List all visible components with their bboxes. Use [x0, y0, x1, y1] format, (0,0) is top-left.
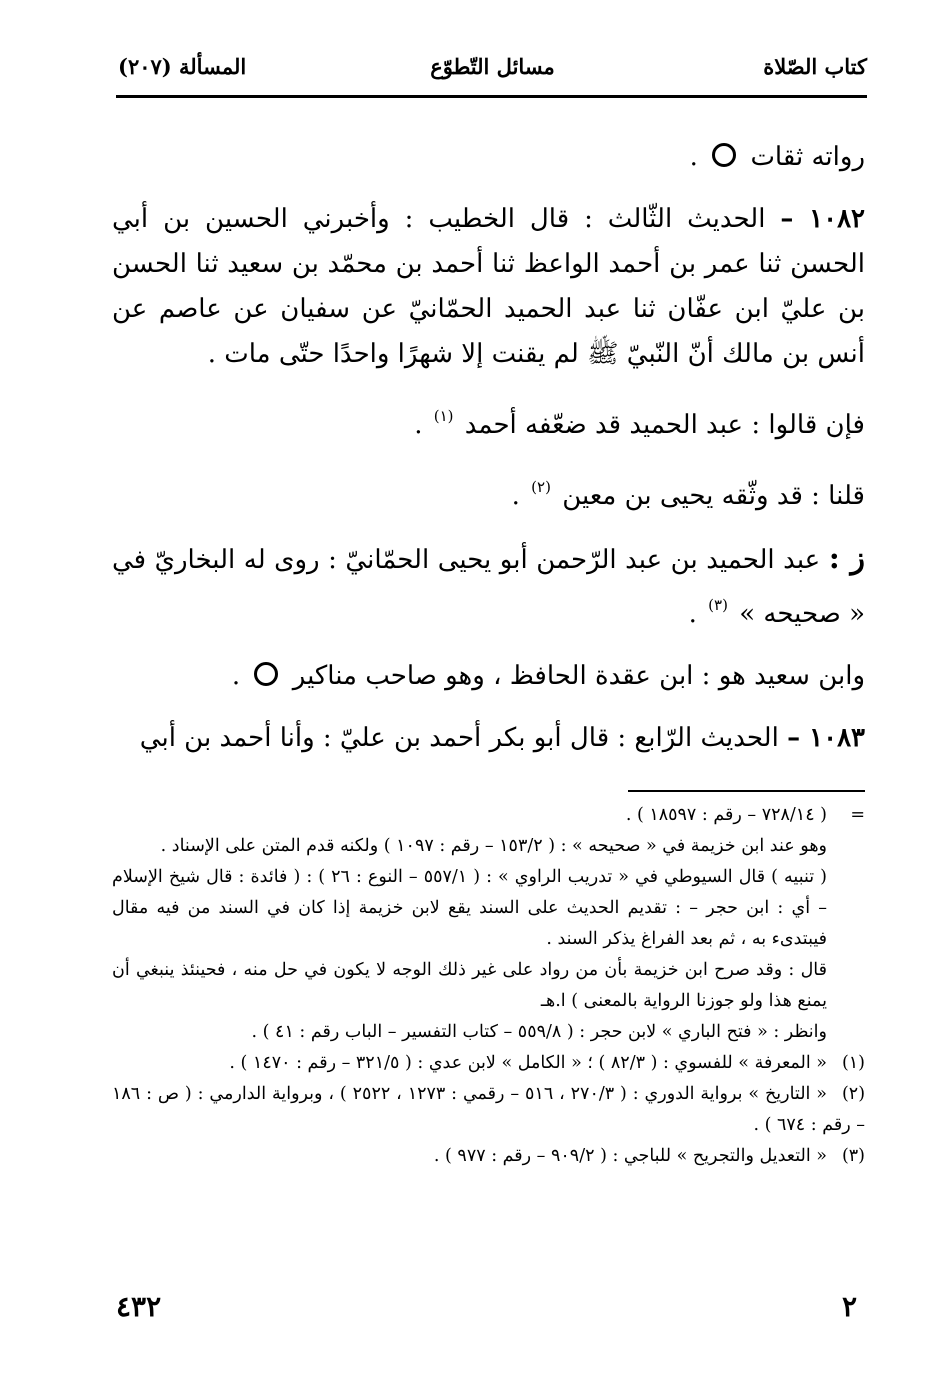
paragraph-hadith-1082 [112, 197, 865, 377]
footnote-label: (٣) [841, 1146, 865, 1166]
footnote-label: (١) [841, 1053, 865, 1073]
paragraph-narrators: رواته ثقات . [689, 142, 865, 172]
addition-mark: ز : [828, 541, 866, 576]
circle-end-mark-icon [254, 662, 278, 686]
paragraph-addition: ز : عبد الحميد بن عبد الرّحمن أبو يحيى الحمّانيّ : روى له البخاريّ في « صحيحه » $^{(٣)}$ . [112, 541, 866, 629]
footnote-continuation: وهو عند ابن خزيمة في « صحيحه » : ( ١٥٣/٢ – رقم : ١٠٩٧ ) ولكنه قدم المتن على الإسناد . [160, 836, 827, 856]
footnote-2: (٢)« التاريخ » برواية الدوري : ( ٢٧٠/٣ ، ٥١٦ – رقمي : ١٢٧٣ ، ٢٥٢٢ ) ، وبرواية الدارمي : ( ص : ١٨٦ – رقم : ٦٧٤ ) . [112, 1079, 865, 1141]
continuation-mark: = [850, 805, 865, 825]
footnotes [112, 800, 865, 1172]
header-chapter-title: مسائل التّطوّع [430, 54, 555, 79]
footnote-ref: (٣) [708, 596, 728, 614]
header-rule [116, 95, 867, 98]
paragraph-hadith-1083: ١٠٨٣ – الحديث الرّابع : قال أبو بكر أحمد بن عليّ : وأنا أحمد بن أبي [139, 723, 865, 753]
paragraph-reply: قلنا : قد وثّقه يحيى بن معين $^{(٢)}$ . [511, 478, 865, 511]
footnote-continuation: قال : وقد صرح ابن خزيمة بأن من رواد على غير ذلك الوجه لا يكون في حل منه ، فحينئذ ينبغي أن يمنع هذا ولو جوزنا الرواية بالمعنى ) ا.هـ [112, 960, 827, 1011]
volume-number: ٢ [841, 1290, 857, 1323]
footnote-rule [628, 790, 865, 792]
footnote-ref: (١) [433, 407, 454, 425]
circle-end-mark-icon [712, 143, 736, 167]
footnote-continuation: =( ٧٢٨/١٤ – رقم : ١٨٥٩٧ ) . [112, 800, 865, 831]
hadith-text: الحديث الثّالث : قال الخطيب : وأخبرني الحسين بن أبي الحسن ثنا عمر بن أحمد الواعظ ثنا أحمد بن محمّد بن سعيد ثنا الحسن بن عليّ ابن عفّان ثنا عبد الحميد الحمّانيّ عن سفيان عن عاصم عن أنس بن مالك أنّ النّبيّ ﷺ لم يقنت إلا شهرًا واحدًا حتّى مات . [112, 204, 865, 369]
footnote-label: (٢) [841, 1084, 866, 1104]
footnote-3: (٣)« التعديل والتجريح » للباجي : ( ٩٠٩/٢ – رقم : ٩٧٧ ) . [112, 1141, 865, 1172]
footnote-1: (١)« المعرفة » للفسوي : ( ٨٢/٣ ) ؛ « الكامل » لابن عدي : ( ٣٢١/٥ – رقم : ١٤٧٠ ) . [112, 1048, 865, 1079]
footnote-continuation: وانظر : « فتح الباري » لابن حجر : ( ٥٥٩/٨ – كتاب التفسير – الباب رقم : ٤١ ) . [251, 1022, 827, 1042]
running-header [118, 44, 867, 94]
header-issue-number: المسألة (٢٠٧) [118, 54, 247, 79]
hadith-number: ١٠٨٣ – [787, 723, 865, 753]
footnote-ref: (٢) [531, 478, 551, 496]
page-number: ٤٣٢ [116, 1290, 162, 1323]
paragraph-ibn-said: وابن سعيد هو : ابن عقدة الحافظ ، وهو صاحب مناكير . [231, 661, 865, 691]
footnote-continuation: ( تنبيه ) قال السيوطي في « تدريب الراوي » : ( ٥٥٧/١ – النوع : ٢٦ ) : ( فائدة : قال شيخ الإسلام – أي : ابن حجر – : تقديم الحديث على السند يقع لابن خزيمة إذا كان في السند من فيه مقال فيبتدىء به ، ثم بعد الفراغ يذكر السند . [112, 867, 827, 949]
main-text [112, 135, 865, 778]
header-book-title: كتاب الصّلاة [763, 54, 867, 79]
paragraph-objection: فإن قالوا : عبد الحميد قد ضعّفه أحمد $^{(١)}$ . [414, 407, 865, 440]
hadith-number: ١٠٨٢ – [780, 204, 865, 234]
